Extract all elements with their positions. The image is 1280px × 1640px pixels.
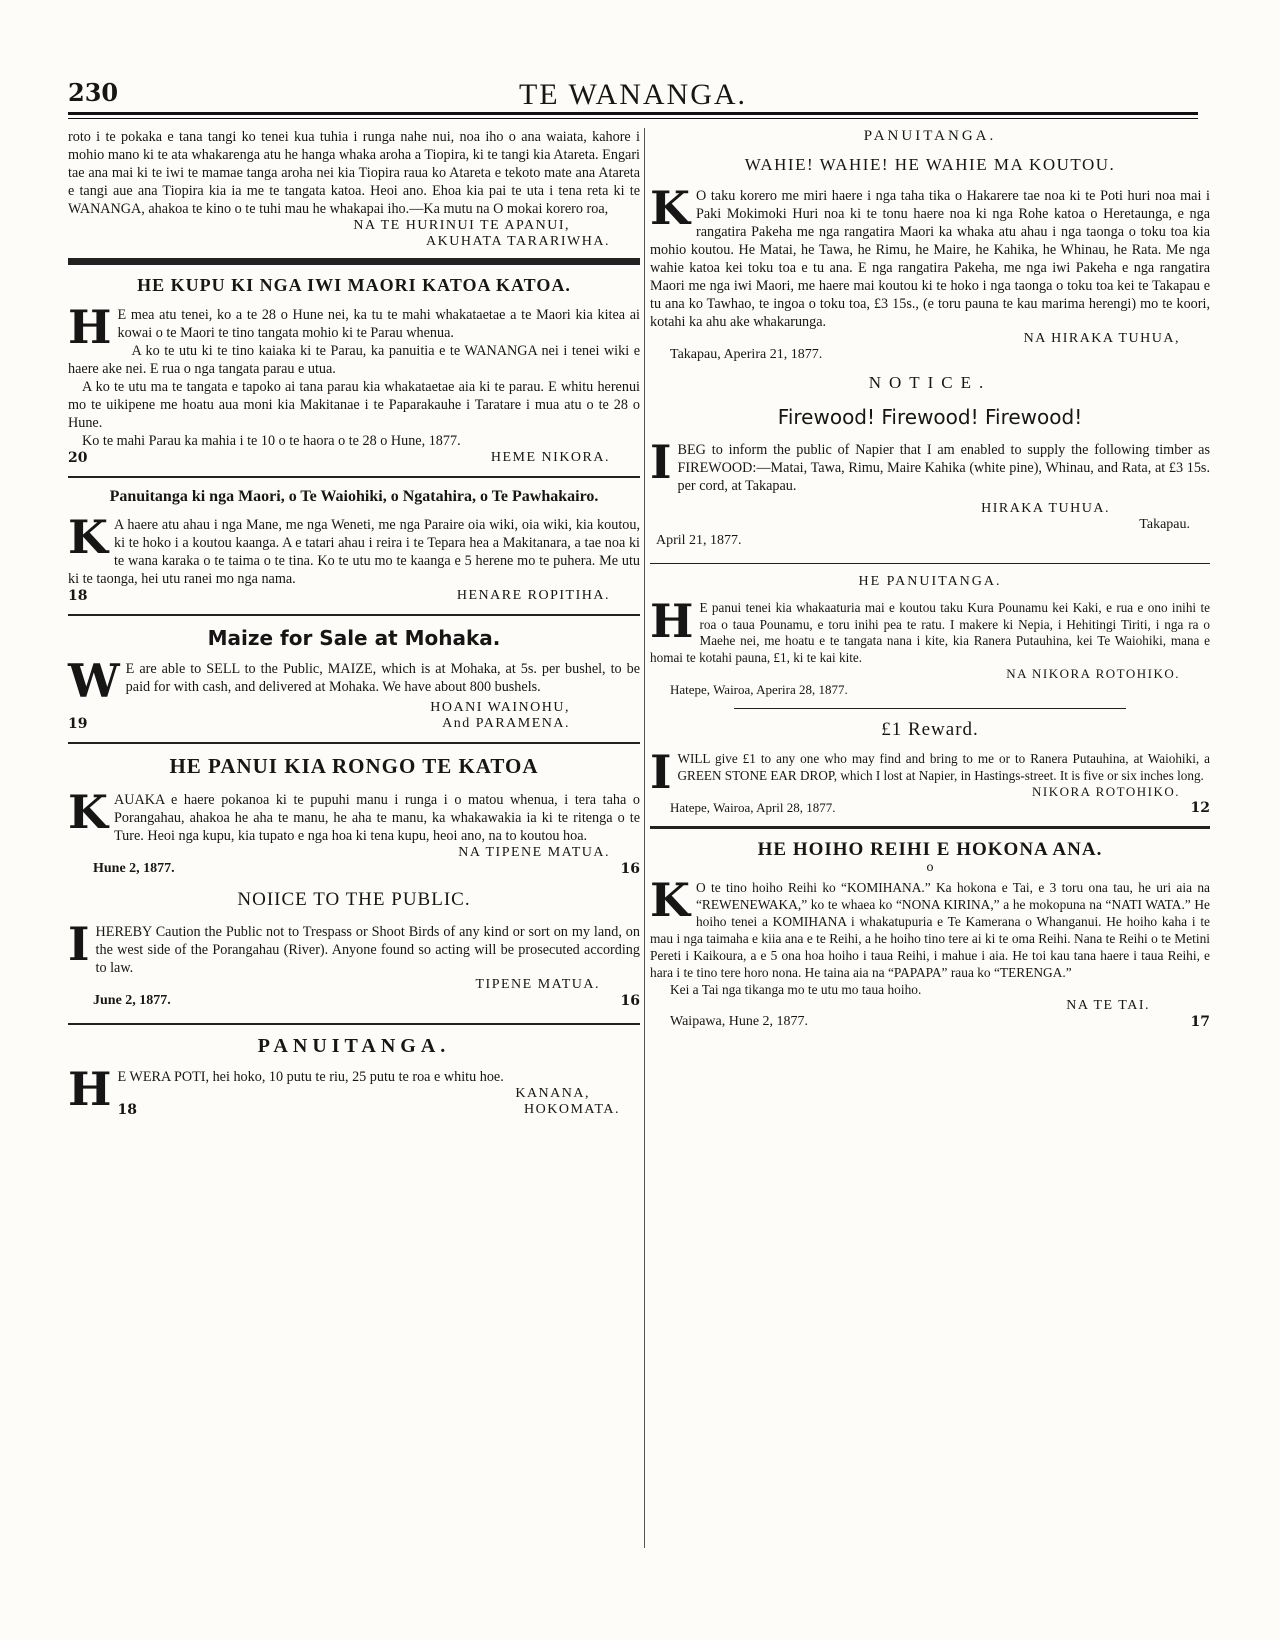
ad-number: 20 — [68, 450, 88, 466]
dropcap: K — [68, 785, 108, 839]
waiohiki-text: A haere atu ahau i nga Mane, me nga Weneti, me nga Paraire oia wiki, oia wiki, kia koutou, ki te hoko i a koutou kaanga. A e tatari ahau i reira i te Tepara hea a Makitanara, a tae noa ki te wana karaka o te taima o te tina. Ko te utu mo te kaanga e 5 herene mo te puhera. Me utu ki te taonga, hei utu ranei mo nga nama. — [68, 517, 640, 587]
rongo-text: AUAKA e haere pokanoa ki te pupuhi manu i runga i o matou whenua, i tera taha o Porangahau, ahakoa he aha te manu, he aha te manu, ka whakawakia ia ki te ritenga o te Ture. Heoi nga kupu, kia tupato e nga hoa ki tena kupu, heoi ano, na to koutou hoa. — [113, 792, 640, 844]
hoiho-date: Waipawa, Hune 2, 1877. — [670, 1014, 809, 1029]
hoiho-extra: Kei a Tai nga tikanga mo te utu mo taua hoiho. — [670, 982, 922, 997]
reward-text: WILL give £1 to any one who may find and bring to me or to Ranera Putauhina, at Waiohiki, a GREEN STONE EAR DROP, which I lost at Napier, in Hastings-street. It is five or six inches long. — [677, 751, 1210, 783]
page-number: 230 — [68, 78, 119, 107]
section-divider — [68, 1023, 640, 1025]
he-panui-date: Hatepe, Wairoa, Aperira 28, 1877. — [670, 682, 848, 697]
letter-text: roto i te pokaka e tana tangi ko tenei kua tuhia i runga nahe nui, noa iho o ana waiata, kahore i mohio mano ki te ata whakarenga atu he hanga whaka aroha a Tiopira, ki te tangi kia Atareta. Engari tae ana mai ki te iwi te mamae tanga aroha nei kia Tiopira raua ko Atareta e tekoto mate ana Atareta e tangi aue ana Tiopira kia ia me te tangata katoa. Heoi ano. Ehoa kia pai te uta i tena reta ki te WANANGA, ahakoa te kino o te tuhi mau he whakapai iho.—Ka mutu na O mokai korero roa, — [68, 129, 640, 217]
firewood-title: NOTICE. — [868, 373, 992, 392]
dropcap: K — [650, 181, 690, 235]
firewood-signature: HIRAKA TUHUA. — [981, 501, 1110, 516]
wera-signature-1: KANANA, — [515, 1086, 590, 1101]
dropcap: W — [68, 654, 120, 708]
public-notice-title: NOIICE TO THE PUBLIC. — [237, 889, 471, 910]
maize-signature-2: And PARAMENA. — [442, 716, 570, 731]
section-divider — [68, 476, 640, 478]
header-rule-thin — [68, 118, 1198, 119]
dropcap: K — [650, 873, 690, 927]
wahie-date: Takapau, Aperira 21, 1877. — [670, 347, 823, 362]
wahie-signature: NA HIRAKA TUHUA, — [1023, 331, 1180, 346]
kupu-signature: HEME NIKORA. — [490, 450, 610, 465]
reward-date: Hatepe, Wairoa, April 28, 1877. — [670, 800, 836, 815]
dropcap: K — [68, 510, 108, 564]
wera-notice — [68, 1035, 640, 1118]
column-divider — [644, 128, 645, 1548]
kupu-title: HE KUPU KI NGA IWI MAORI KATOA KATOA. — [137, 275, 571, 295]
waiohiki-notice — [68, 488, 640, 604]
firewood-date: April 21, 1877. — [656, 533, 742, 548]
section-divider — [68, 742, 640, 744]
he-panui-signature: NA NIKORA ROTOHIKO. — [1006, 666, 1180, 681]
public-notice-text: HEREBY Caution the Public not to Trespass or Shoot Birds of any kind or sort on my land, on the west side of the Porangahau (River). Anyone found so acting will be prosecuted according to law. — [95, 924, 640, 976]
rongo-signature: NA TIPENE MATUA. — [458, 845, 610, 860]
section-divider — [68, 258, 640, 265]
hoiho-title: HE HOIHO REIHI E HOKONA ANA. — [757, 839, 1103, 860]
maize-text: E are able to SELL to the Public, MAIZE, which is at Mohaka, at 5s. per bushel, to be paid for with cash, and delivered at Mohaka. We have about 800 bushels. — [125, 661, 640, 695]
rongo-date: Hune 2, 1877. — [93, 861, 175, 876]
dropcap: I — [650, 745, 672, 799]
wera-signature-2: HOKOMATA. — [524, 1102, 620, 1117]
hoiho-notice — [650, 839, 1210, 1030]
hoiho-ornament: o — [926, 860, 934, 874]
wera-text: E WERA POTI, hei hoko, 10 putu te riu, 25 putu te roa e whitu hoe. — [117, 1069, 504, 1085]
kupu-paragraph-3: A ko te utu ma te tangata e tapoko ai tana parau kia whakataetae aia ki te parau. E whitu herenui mo te uikipene me hoatu aua moni kia Makitanae i te Paparakauhe i Taratare i mua atu o te 28 o Hune. — [68, 379, 640, 431]
waiohiki-title: Panuitanga ki nga Maori, o Te Waiohiki, o Ngatahira, o Te Pawhakairo. — [109, 488, 599, 505]
wahie-subtitle: WAHIE! WAHIE! HE WAHIE MA KOUTOU. — [744, 155, 1116, 174]
ad-number: 12 — [1190, 800, 1210, 816]
public-notice-date: June 2, 1877. — [93, 993, 171, 1008]
maize-notice — [68, 626, 640, 732]
hoiho-signature: NA TE TAI. — [1066, 998, 1150, 1013]
reward-notice — [650, 719, 1210, 816]
letter-end — [68, 128, 640, 250]
firewood-place: Takapau. — [1139, 517, 1190, 532]
rongo-title: HE PANUI KIA RONGO TE KATOA — [169, 754, 539, 778]
wahie-text: O taku korero me miri haere i nga taha tika o Hakarere tae noa ki te Poti huri noa mai i Paki Mokimoki Huri noa ki te tonu haere noa ki nga Rohe katoa o Heretaunga, e nga rangatira Pakeha me nga rangatira Maori ka whaka atu ahau i nga taonga o toku toa kia mohio koutou. He Matai, he Tawa, he Rimu, he Maire, he Kahika, he Whinau, he Rata. Me nga wahie katoa kei toku toa e tu ana. E nga rangatira Pakeha, me nga iwi Pakeha e nga rangatira Maori me nga iwi Maori, me haere mai koutou ki te hoko i nga taonga o toku toa kei te Takapau e tu ana ko Tawhao, te ingoa o toku toa, £3 15s., (e toru pauna te kau marima herengi) mo te koori, kotahi ka ahu ake whakarunga. — [650, 188, 1210, 330]
reward-title: £1 Reward. — [881, 719, 979, 740]
dropcap: I — [650, 435, 672, 489]
he-panui-text: E panui tenei kia whakaaturia mai e koutou taku Kura Pounamu kei Kaki, e rua e ono inihi te roa o taua Pounamu, e toru inihi pea te ratu. I makere ki Nepia, i Hehitingi Tiriti, i nga ra o Maehe nei, me hoatu e te tangata nana i kite, kia Ranera Putauhina, kei Te Waiohiki, mana e homai te kotahi pauna, £1, ki te kai kite. — [650, 600, 1210, 665]
dropcap: H — [68, 1062, 112, 1116]
section-divider — [650, 563, 1210, 564]
kupu-paragraph-2: A ko te utu ki te tino kaiaka ki te Parau, ka panuitia e te WANANGA nei i tenei wiki e haere ake nei. E rua o nga tangata parau e utua. — [68, 343, 640, 377]
section-divider — [734, 708, 1126, 709]
firewood-text: BEG to inform the public of Napier that I am enabled to supply the following timber as FIREWOOD:—Matai, Tawa, Rimu, Maire Kahika (white pine), Whinau, and Rata, at £3 15s. per cord, at Takapau. — [677, 442, 1210, 494]
dropcap: H — [650, 594, 694, 648]
dropcap: H — [68, 300, 112, 354]
page-header — [68, 78, 1198, 111]
dropcap: I — [68, 917, 90, 971]
kupu-notice — [68, 275, 640, 466]
header-rule — [68, 112, 1198, 115]
maize-title: Maize for Sale at Mohaka. — [207, 626, 501, 650]
right-column — [650, 128, 1210, 1030]
letter-signature-2: AKUHATA TARARIWHA. — [426, 234, 610, 249]
kupu-paragraph-4: Ko te mahi Parau ka mahia i te 10 o te haora o te 28 o Hune, 1877. — [82, 433, 461, 449]
public-notice — [68, 889, 640, 1009]
firewood-subtitle: Firewood! Firewood! Firewood! — [777, 405, 1083, 429]
ad-number: 19 — [68, 716, 88, 732]
ad-number: 18 — [68, 588, 88, 604]
ad-number: 16 — [620, 993, 640, 1009]
left-column — [68, 128, 640, 1118]
rongo-notice — [68, 754, 640, 877]
wahie-notice — [650, 128, 1210, 363]
firewood-notice — [650, 373, 1210, 549]
section-divider — [68, 614, 640, 616]
ad-number: 16 — [620, 861, 640, 877]
letter-signature-1: NA TE HURINUI TE APANUI, — [353, 218, 570, 233]
wahie-title: PANUITANGA. — [863, 128, 997, 144]
he-panui-title: HE PANUITANGA. — [858, 574, 1002, 589]
ad-number: 18 — [117, 1102, 137, 1118]
section-divider — [650, 826, 1210, 829]
kupu-paragraph-1: E mea atu tenei, ko a te 28 o Hune nei, ka tu te mahi whakataetae a te Maori kia kitea ai kowai o te Maori te tino tangata mohio ki te Parau whenua. — [117, 307, 640, 341]
he-panui-notice — [650, 574, 1210, 698]
hoiho-text: O te tino hoiho Reihi ko “KOMIHANA.” Ka hokona e Tai, e 3 toru ona tau, he uri aia na “REWENEWAKA,” ko te whaea ko “NONA KIRINA,” a he mokopuna na “NATI WATA.” He hoiho tenei a KOMIHANA i whakatupuria e Te Kamerana o Whanganui. He hoiho kaha i te mau i nga taimaha e kiia ana e te Reihi, a he hoiho tino tere ai ki te oma Reihi. Nana te Reihi o te Metini Pereti i Kaikoura, a e 5 ona hoa hoiho i taua Reihi, i mahue i aia. He toi kau tana haere i taua Reihi, e hara i te tino tere horo nona. He taina aia na “PAPAPA” raua ko “TERENGA.” — [650, 880, 1210, 980]
waiohiki-signature: HENARE ROPITIHA. — [456, 588, 610, 603]
newspaper-title: TE WANANGA. — [518, 78, 748, 111]
ad-number: 17 — [1190, 1014, 1210, 1030]
public-notice-signature: TIPENE MATUA. — [475, 977, 600, 992]
reward-signature: NIKORA ROTOHIKO. — [1032, 784, 1180, 799]
wera-title: PANUITANGA. — [257, 1035, 451, 1057]
maize-signature-1: HOANI WAINOHU, — [430, 700, 570, 715]
